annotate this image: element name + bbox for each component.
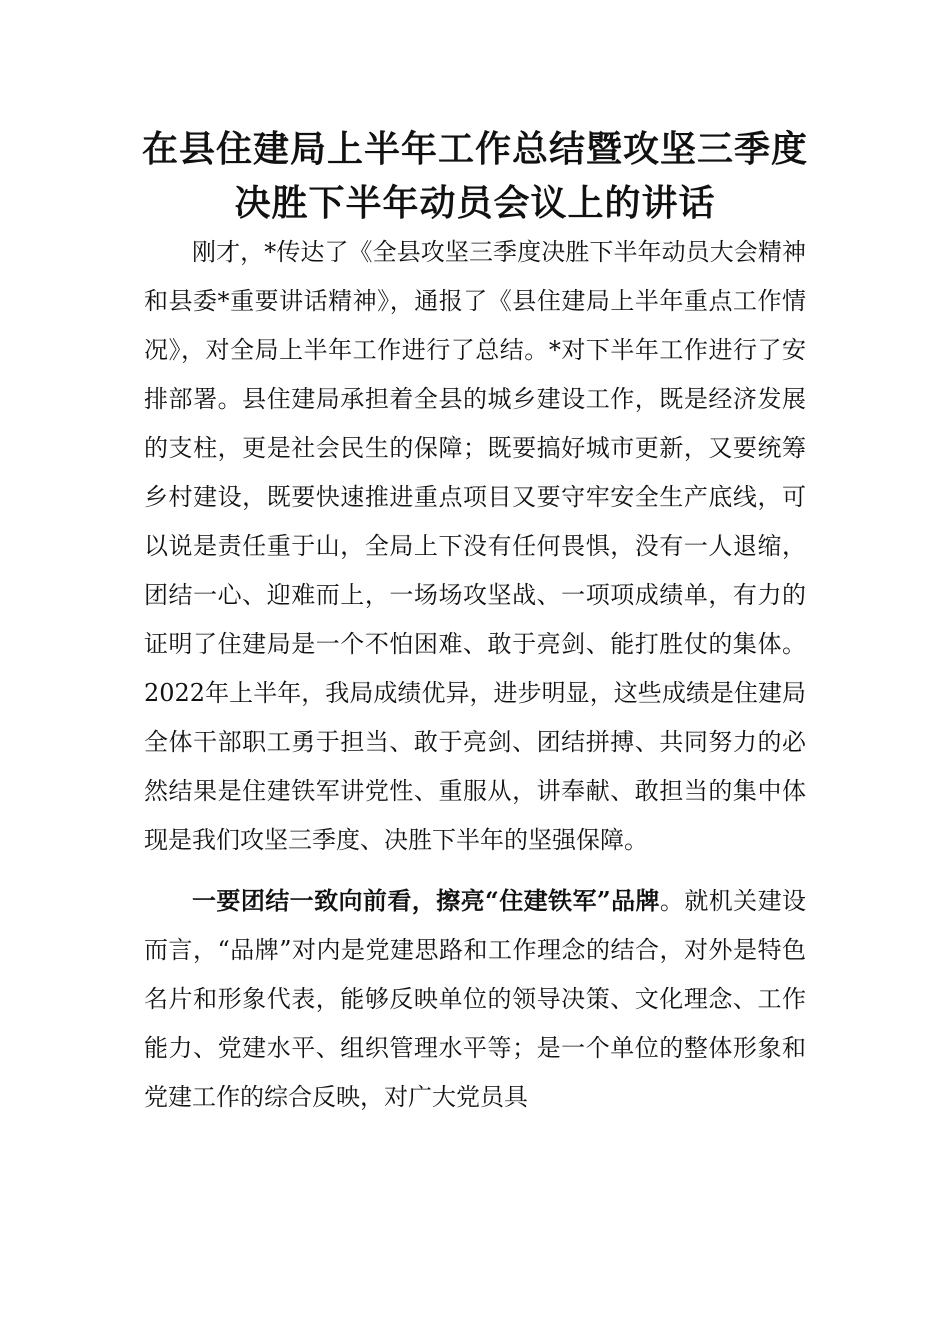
paragraph-2-text: 。就机关建设而言，“品牌”对内是党建思路和工作理念的结合，对外是特色名片和形象代表，能够反映单位的领导决策、文化理念、工作能力、党建水平、组织管理水平等；是一个单位的整体形象和党建工作的综合反映，对广大党员具 xyxy=(144,887,806,1111)
title-line-1: 在县住建局上半年工作总结暨攻坚三季度 xyxy=(141,128,808,170)
document-title xyxy=(120,122,830,230)
document-body xyxy=(144,228,806,1122)
section-heading: 一要团结一致向前看，擦亮“住建铁军”品牌 xyxy=(192,886,660,915)
title-line-2: 决胜下半年动员会议上的讲话 xyxy=(234,182,716,224)
paragraph-1-text: 刚才，*传达了《全县攻坚三季度决胜下半年动员大会精神和县委*重要讲话精神》，通报了《县住建局上半年重点工作情况》，对全局上半年工作进行了总结。*对下半年工作进行了安排部署。县住建局承担着全县的城乡建设工作，既是经济发展的支柱，更是社会民生的保障；既要搞好城市更新，又要统筹乡村建设，既要快速推进重点项目又要守牢安全生产底线，可以说是责任重于山，全局上下没有任何畏惧，没有一人退缩，团结一心、迎难而上，一场场攻坚战、一项项成绩单，有力的证明了住建局是一个不怕困难、敢于亮剑、能打胜仗的集体。2022年上半年，我局成绩优异，进步明显，这些成绩是住建局全体干部职工勇于担当、敢于亮剑、团结拼搏、共同努力的必然结果是住建铁军讲党性、重服从，讲奉献、敢担当的集中体现是我们攻坚三季度、决胜下半年的坚强保障。 xyxy=(144,238,806,854)
paragraph-1 xyxy=(144,228,806,865)
paragraph-2 xyxy=(144,876,806,1122)
